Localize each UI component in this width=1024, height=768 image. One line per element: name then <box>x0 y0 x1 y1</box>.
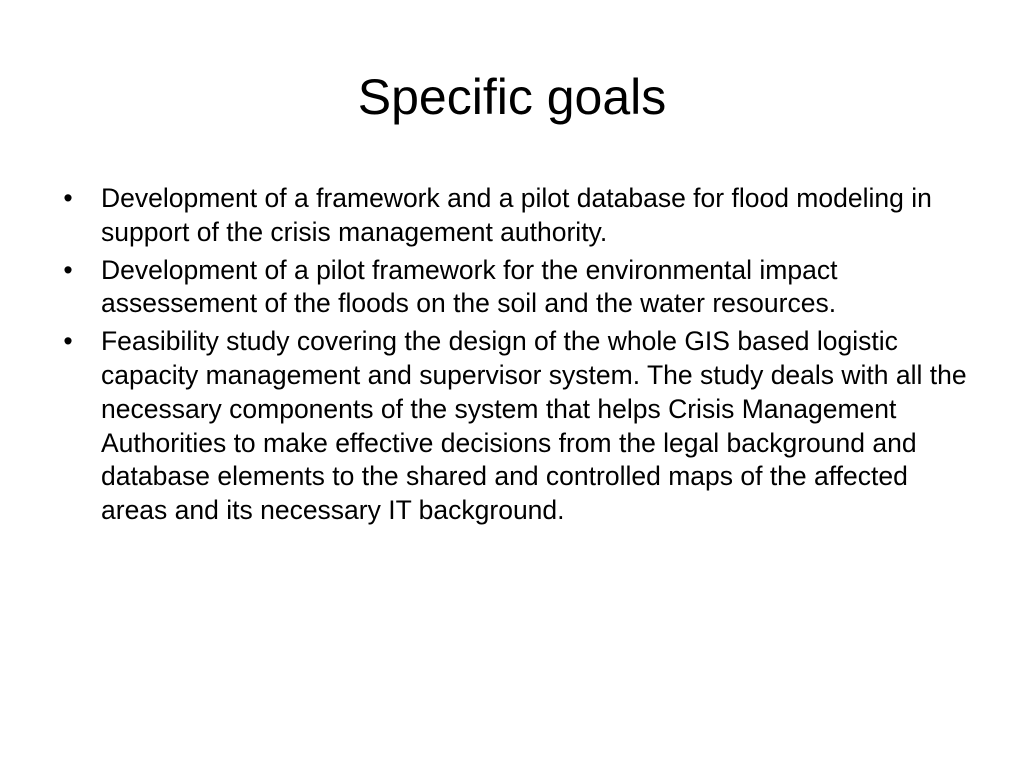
bullet-marker-icon: • <box>63 254 73 285</box>
bullet-marker-icon: • <box>63 326 73 357</box>
bullet-item <box>58 325 978 528</box>
bullet-marker-icon: • <box>63 183 73 213</box>
bullet-text: Development of a framework and a pilot database for flood modeling in support of the crisis management authority. <box>101 183 932 247</box>
bullet-text: Feasibility study covering the design of the whole GIS based logistic capacity management and supervisor system. The study deals with all the necessary components of the system that helps Crisis Management Authorities to make effective decisions from the legal background and database elements to the shared and controlled maps of the affected areas and its necessary IT background. <box>101 326 967 526</box>
slide-title: Specific goals <box>357 69 667 125</box>
bullet-item <box>58 182 978 250</box>
bullet-item <box>58 254 978 322</box>
bullet-list <box>58 182 978 532</box>
bullet-text: Development of a pilot framework for the environmental impact assessement of the floods on the soil and the water resources. <box>101 254 838 319</box>
